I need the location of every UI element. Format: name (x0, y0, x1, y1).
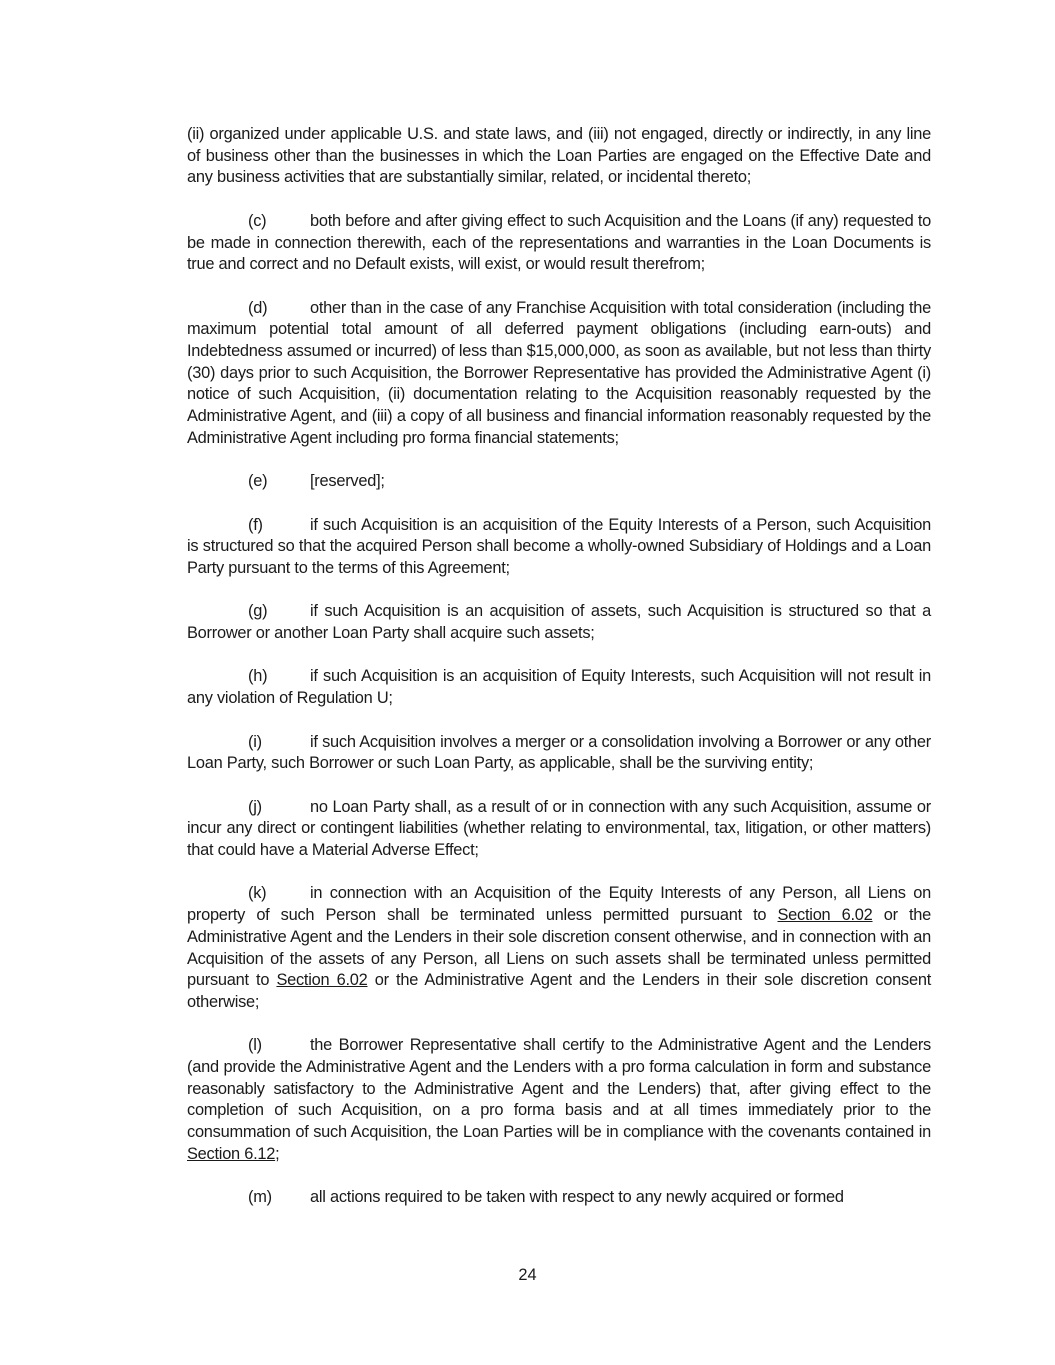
clause-label: (f) (248, 515, 263, 534)
clause-text: or the Administrative Agent and the Lenders in their sole discretion consent otherwise, and in connection with an Acquisition of the assets of any Person, all Liens on such assets shall be terminated unless permitted pursuant to (187, 906, 932, 990)
clause-i (187, 732, 931, 775)
document-body (187, 124, 931, 1209)
clause-label: (e) (248, 472, 268, 491)
clause-label: (j) (248, 797, 262, 816)
clause-j (187, 797, 931, 862)
clause-l (187, 1035, 931, 1165)
intro-paragraph: (ii) organized under applicable U.S. and state laws, and (iii) not engaged, directly or indirectly, in any line of business other than the businesses in which the Loan Parties are engaged on the Effective Date and any business activities that are substantially similar, related, or incidental thereto; (187, 125, 931, 187)
clause-text: if such Acquisition is an acquisition of Equity Interests, such Acquisition will not result in any violation of Regulation U; (187, 667, 931, 708)
clause-text: ; (275, 1144, 280, 1163)
clause-label: (l) (248, 1036, 262, 1055)
clause-d (187, 298, 931, 450)
section-reference: Section 6.02 (276, 971, 368, 990)
clause-text: both before and after giving effect to such Acquisition and the Loans (if any) requested to be made in connection therewith, each of the representations and warranties in the Loan Documents is true and correct and no Default exists, will exist, or would result therefrom; (187, 211, 931, 274)
clause-text: all actions required to be taken with respect to any newly acquired or formed (310, 1188, 844, 1207)
clause-f (187, 515, 931, 580)
section-reference: Section 6.12 (187, 1144, 276, 1163)
clause-label: (k) (248, 884, 267, 903)
clause-label: (c) (248, 211, 267, 230)
clause-text: if such Acquisition involves a merger or a consolidation involving a Borrower or any other Loan Party, such Borrower or such Loan Party, as applicable, shall be the surviving entity; (187, 732, 931, 773)
clause-label: (i) (248, 732, 262, 751)
clause-h (187, 666, 931, 709)
clause-text: if such Acquisition is an acquisition of assets, such Acquisition is structured so that a Borrower or another Loan Party shall acquire such assets; (187, 602, 931, 643)
clause-text: in connection with an Acquisition of the Equity Interests of any Person, all Liens on property of such Person shall be terminated unless permitted pursuant to (187, 884, 931, 925)
section-reference: Section 6.02 (777, 906, 873, 925)
clause-text: no Loan Party shall, as a result of or in connection with any such Acquisition, assume or incur any direct or contingent liabilities (whether relating to environmental, tax, litigation, or other matters) that could have a Material Adverse Effect; (187, 797, 931, 860)
clause-label: (g) (248, 602, 268, 621)
clause-c (187, 211, 931, 276)
clause-k (187, 883, 931, 1013)
clause-text: [reserved]; (310, 472, 385, 491)
clause-g (187, 601, 931, 644)
clause-text: the Borrower Representative shall certify to the Administrative Agent and the Lenders (and provide the Administrative Agent and the Lenders with a pro forma calculation in form and substance reasonably satisfactory to the Administrative Agent and the Lenders) that, after giving effect to the completion of such Acquisition, on a pro forma basis and at all times immediately prior to the consummation of such Acquisition, the Loan Parties will be in compliance with the covenants contained in (187, 1036, 931, 1142)
clause-label: (d) (248, 298, 268, 317)
clause-text: if such Acquisition is an acquisition of the Equity Interests of a Person, such Acquisition is structured so that the acquired Person shall become a wholly-owned Subsidiary of Holdings and a Loan Party pursuant to the terms of this Agreement; (187, 515, 931, 577)
clause-text: other than in the case of any Franchise Acquisition with total consideration (including the maximum potential total amount of all deferred payment obligations (including earn-outs) and Indebtedness assumed or incurred) of less than $15,000,000, as soon as available, but not less than thirty (30) days prior to such Acquisition, the Borrower Representative has provided the Administrative Agent (i) notice of such Acquisition, (ii) documentation relating to the Acquisition reasonably requested by the Administrative Agent, and (iii) a copy of all business and financial information reasonably requested by the Administrative Agent including pro forma financial statements; (187, 298, 931, 447)
page-number: 24 (518, 1266, 537, 1284)
clause-e (187, 471, 931, 493)
clause-m (187, 1187, 931, 1209)
clause-label: (h) (248, 667, 268, 686)
clause-text: or the Administrative Agent and the Lenders in their sole discretion consent otherwise; (187, 971, 932, 1011)
clause-label: (m) (248, 1188, 272, 1207)
